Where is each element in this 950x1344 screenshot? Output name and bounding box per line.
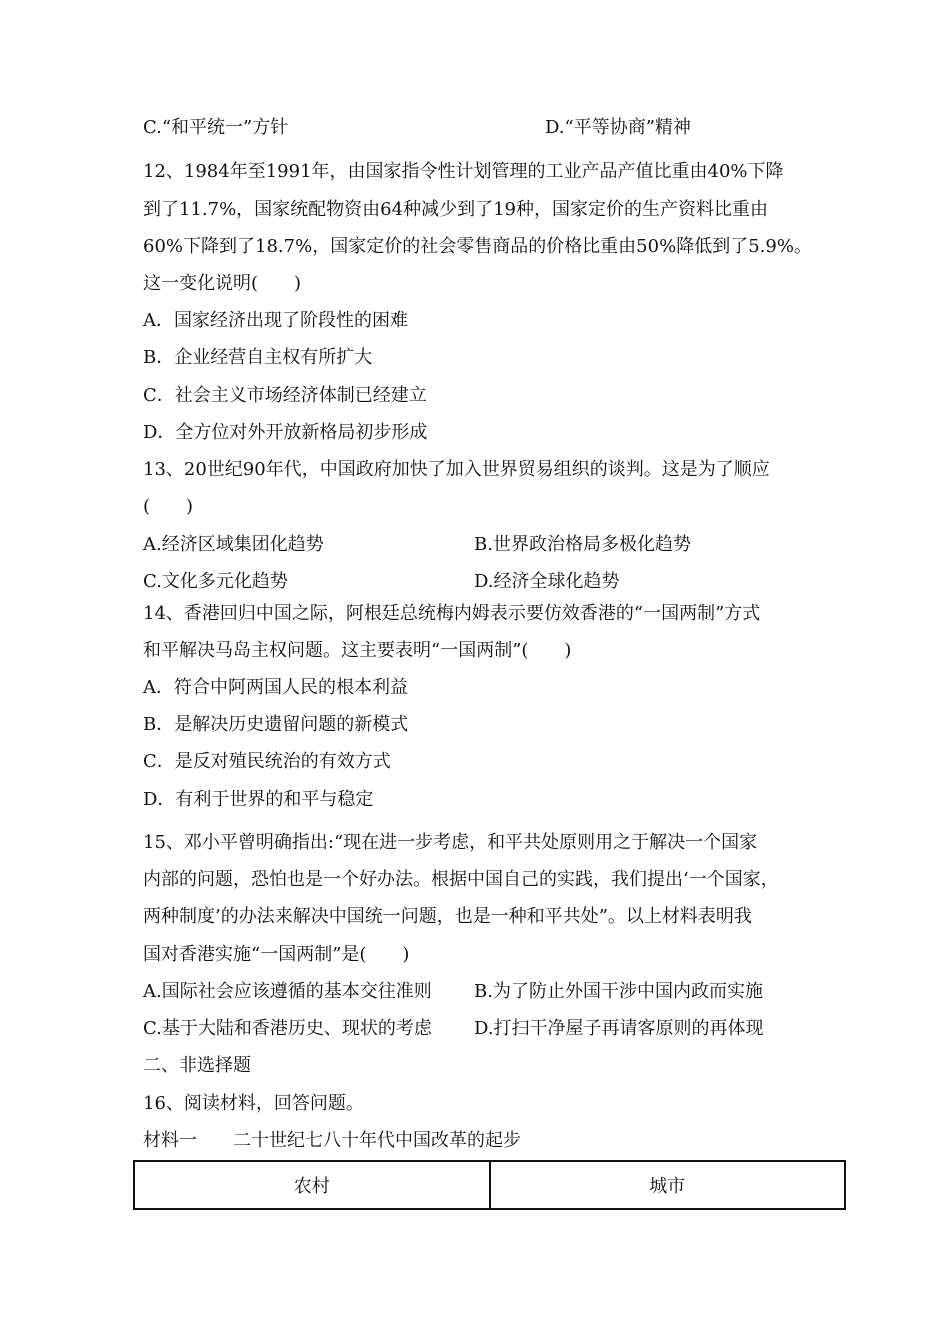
q12-stem-line-2: 到了11.7%，国家统配物资由64种减少到了19种，国家定价的生产资料比重由 [143,199,768,220]
q12-stem-line-4: 这一变化说明( ) [143,273,302,294]
q12-option-c: C．社会主义市场经济体制已经建立 [143,385,427,406]
q13-stem-line-2: ( ) [143,496,194,517]
q13-option-d: D.经济全球化趋势 [474,571,620,592]
table-header-row [134,1161,845,1209]
q14-option-a: A．符合中阿两国人民的根本利益 [143,677,408,698]
q15-option-c: C.基于大陆和香港历史、现状的考虑 [143,1018,432,1039]
q15-stem-line-3: 两种制度’的办法来解决中国统一问题，也是一种和平共处”。以上材料表明我 [143,906,752,927]
q14-stem-line-1: 14、香港回归中国之际，阿根廷总统梅内姆表示要仿效香港的“一国两制”方式 [143,603,761,624]
q15-stem-line-4: 国对香港实施“一国两制”是( ) [143,944,410,965]
section-heading: 二、非选择题 [143,1055,251,1076]
q15-stem-line-1: 15、邓小平曾明确指出:“现在进一步考虑，和平共处原则用之于解决一个国家 [143,832,758,853]
q14-option-b: B．是解决历史遗留问题的新模式 [143,714,409,735]
q11-option-d: D.“平等协商”精神 [545,117,691,138]
q12-option-b: B．企业经营自主权有所扩大 [143,347,373,368]
q13-stem-line-1: 13、20世纪90年代，中国政府加快了加入世界贸易组织的谈判。这是为了顺应 [143,459,770,480]
q15-stem-line-2: 内部的问题，恐怕也是一个好办法。根据中国自己的实践，我们提出‘一个国家， [143,869,779,890]
table-header-urban: 城市 [490,1161,846,1209]
q12-option-d: D．全方位对外开放新格局初步形成 [143,422,428,443]
q16-intro: 16、阅读材料，回答问题。 [143,1093,364,1114]
q11-option-c: C.“和平统一”方针 [143,117,289,138]
q12-option-a: A．国家经济出现了阶段性的困难 [143,310,408,331]
q13-option-c: C.文化多元化趋势 [143,571,288,592]
q14-stem-line-2: 和平解决马岛主权问题。这主要表明“一国两制”( ) [143,640,572,661]
q15-option-a: A.国际社会应该遵循的基本交往准则 [143,981,432,1002]
q13-option-a: A.经济区域集团化趋势 [143,534,324,555]
q14-option-c: C．是反对殖民统治的有效方式 [143,751,391,772]
material1-title: 材料一 二十世纪七八十年代中国改革的起步 [143,1130,521,1151]
q12-stem-line-3: 60%下降到了18.7%，国家定价的社会零售商品的价格比重由50%降低到了5.9%。 [143,236,812,257]
q12-stem-line-1: 12、1984年至1991年，由国家指令性计划管理的工业产品产值比重由40%下降 [143,161,784,182]
table-header-rural: 农村 [134,1161,490,1209]
material-table [133,1160,846,1210]
q13-option-b: B.世界政治格局多极化趋势 [474,534,691,555]
q14-option-d: D．有利于世界的和平与稳定 [143,789,374,810]
q15-option-b: B.为了防止外国干涉中国内政而实施 [474,981,763,1002]
q15-option-d: D.打扫干净屋子再请客原则的再体现 [474,1018,764,1039]
